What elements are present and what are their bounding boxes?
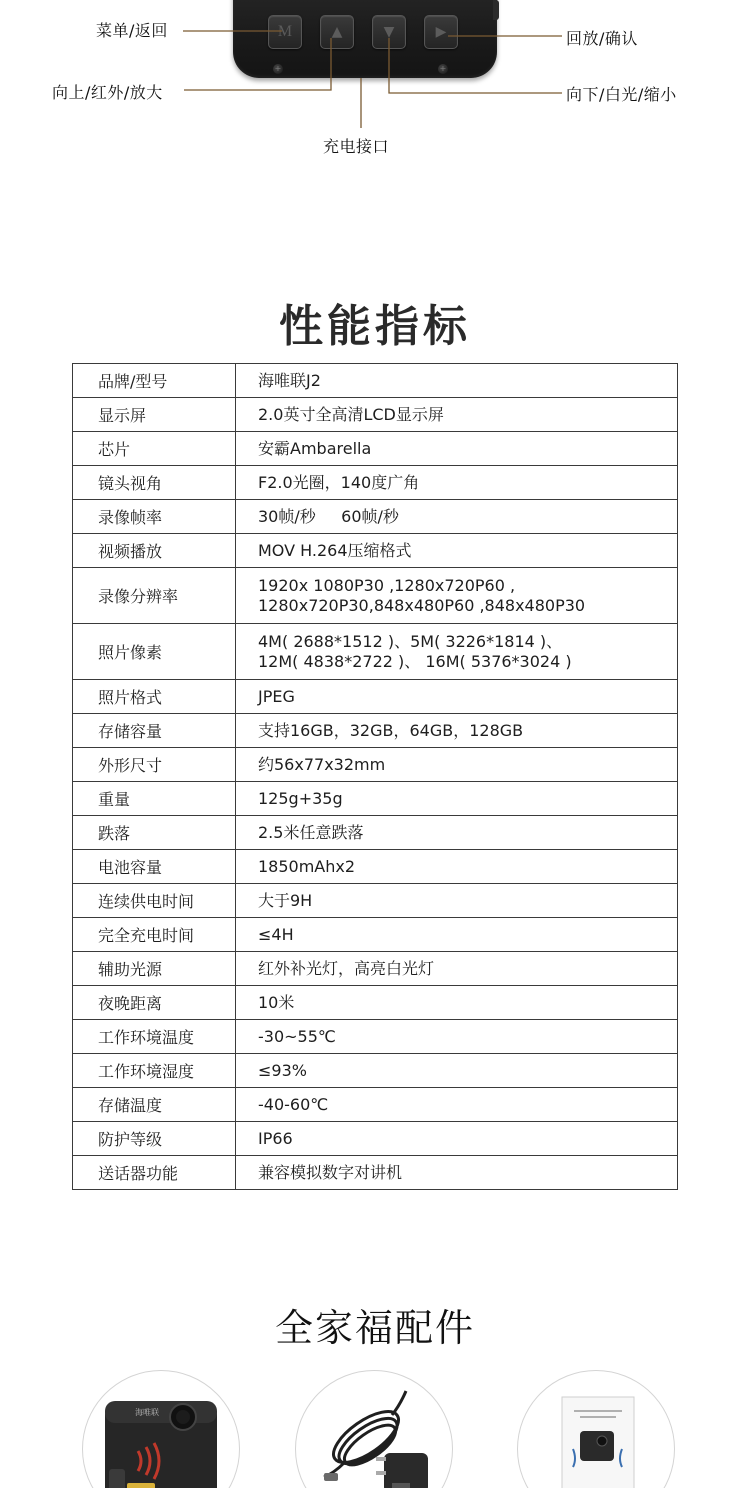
screw-icon: + [274, 64, 282, 73]
accessory-item-manual [517, 1370, 675, 1488]
spec-row [73, 1156, 678, 1190]
spec-row [73, 952, 678, 986]
spec-value-cell [236, 398, 678, 432]
triangle-down-icon: ▼ [383, 24, 395, 40]
spec-row [73, 534, 678, 568]
spec-value-cell [236, 816, 678, 850]
spec-label: 跌落 [73, 816, 236, 850]
spec-row [73, 1122, 678, 1156]
specs-title: 性能指标 [279, 301, 471, 352]
spec-value-cell [236, 986, 678, 1020]
m-icon: M [277, 23, 293, 40]
spec-value: 海唯联J2 [258, 370, 321, 390]
accessory-item-cable-charger [295, 1370, 453, 1488]
spec-label: 重量 [73, 782, 236, 816]
spec-value-line2: 12M( 4838*2722 )、 16M( 5376*3024 ) [258, 651, 572, 671]
spec-label: 连续供电时间 [73, 884, 236, 918]
spec-label: 镜头视角 [73, 466, 236, 500]
spec-value-cell [236, 1156, 678, 1190]
spec-value-cell [236, 850, 678, 884]
callout-line-down [389, 38, 562, 93]
spec-row [73, 1020, 678, 1054]
spec-label: 送话器功能 [73, 1156, 236, 1190]
spec-value: JPEG [258, 686, 295, 706]
spec-value-cell [236, 884, 678, 918]
spec-label: 外形尺寸 [73, 748, 236, 782]
spec-value-cell [236, 568, 678, 624]
spec-row [73, 850, 678, 884]
spec-value-cell [236, 534, 678, 568]
spec-value: 10米 [258, 992, 295, 1012]
user-manual-image [518, 1371, 675, 1488]
callout-charging-port: 充电接口 [323, 137, 390, 156]
spec-label: 辅助光源 [73, 952, 236, 986]
accessory-item-camera [82, 1370, 240, 1488]
spec-value: -40-60℃ [258, 1094, 329, 1114]
spec-label: 存储温度 [73, 1088, 236, 1122]
callout-playback-confirm: 回放/确认 [566, 29, 638, 48]
spec-value-cell [236, 1122, 678, 1156]
spec-label: 防护等级 [73, 1122, 236, 1156]
spec-value: -30~55℃ [258, 1026, 336, 1046]
spec-label: 视频播放 [73, 534, 236, 568]
spec-label: 芯片 [73, 432, 236, 466]
spec-table [72, 363, 678, 1190]
spec-value-cell [236, 364, 678, 398]
spec-row [73, 748, 678, 782]
spec-row [73, 364, 678, 398]
spec-value: 约56x77x32mm [258, 754, 386, 774]
callout-down-white-zoom-out: 向下/白光/缩小 [566, 85, 677, 104]
spec-label: 工作环境湿度 [73, 1054, 236, 1088]
spec-value-line2: 1280x720P30,848x480P60 ,848x480P30 [258, 595, 586, 615]
spec-value: 2.5米任意跌落 [258, 822, 364, 842]
spec-value-cell [236, 1020, 678, 1054]
spec-label: 录像帧率 [73, 500, 236, 534]
spec-label: 夜晚距离 [73, 986, 236, 1020]
spec-value: MOV H.264压缩格式 [258, 540, 412, 560]
spec-value-cell [236, 714, 678, 748]
triangle-up-icon: ▲ [331, 24, 343, 40]
spec-value: 4M( 2688*1512 )、5M( 3226*1814 )、 [258, 631, 563, 651]
spec-value: ≤4H [258, 924, 294, 944]
spec-value-cell [236, 952, 678, 986]
body-camera-image [83, 1371, 240, 1488]
spec-row [73, 568, 678, 624]
accessories-title: 全家福配件 [274, 1306, 475, 1350]
spec-label: 存储容量 [73, 714, 236, 748]
spec-row [73, 714, 678, 748]
spec-value-cell [236, 500, 678, 534]
spec-value: 红外补光灯，高亮白光灯 [258, 958, 435, 978]
spec-row [73, 624, 678, 680]
spec-value-cell [236, 918, 678, 952]
spec-value-cell [236, 748, 678, 782]
callout-up-ir-zoom-in: 向上/红外/放大 [52, 83, 163, 102]
spec-row [73, 986, 678, 1020]
spec-row [73, 1088, 678, 1122]
spec-row [73, 1054, 678, 1088]
spec-value-cell [236, 1088, 678, 1122]
spec-value: 125g+35g [258, 788, 343, 808]
spec-label: 录像分辨率 [73, 568, 236, 624]
callout-line-up [184, 38, 331, 90]
spec-label: 显示屏 [73, 398, 236, 432]
camera-brand-mark: 海唯联 [135, 1408, 159, 1417]
callout-menu-back: 菜单/返回 [96, 21, 168, 40]
spec-value-cell [236, 680, 678, 714]
spec-row [73, 466, 678, 500]
spec-row [73, 500, 678, 534]
spec-value-cell [236, 1054, 678, 1088]
spec-row [73, 782, 678, 816]
spec-value-cell [236, 782, 678, 816]
spec-label: 照片格式 [73, 680, 236, 714]
spec-row [73, 884, 678, 918]
screw-icon: + [439, 64, 447, 73]
spec-value-cell [236, 432, 678, 466]
spec-value: 兼容模拟数字对讲机 [258, 1162, 403, 1182]
spec-value: IP66 [258, 1128, 293, 1148]
spec-label: 电池容量 [73, 850, 236, 884]
usb-cable-and-charger-image [296, 1371, 453, 1488]
spec-label: 工作环境温度 [73, 1020, 236, 1054]
spec-value-cell [236, 466, 678, 500]
spec-value: 安霸Ambarella [258, 438, 372, 458]
device-button-diagram [0, 0, 750, 170]
triangle-right-icon: ▶ [435, 24, 447, 40]
spec-label: 品牌/型号 [73, 364, 236, 398]
spec-value: 2.0英寸全高清LCD显示屏 [258, 404, 444, 424]
spec-row [73, 816, 678, 850]
spec-value: 30帧/秒 60帧/秒 [258, 506, 399, 526]
spec-label: 完全充电时间 [73, 918, 236, 952]
spec-value: ≤93% [258, 1060, 307, 1080]
spec-row [73, 432, 678, 466]
spec-row [73, 398, 678, 432]
spec-value-cell [236, 624, 678, 680]
spec-label: 照片像素 [73, 624, 236, 680]
spec-value: F2.0光圈，140度广角 [258, 472, 420, 492]
spec-value: 1920x 1080P30 ,1280x720P60 , [258, 575, 516, 595]
spec-value: 支持16GB，32GB，64GB，128GB [258, 720, 524, 740]
spec-value: 大于9H [258, 890, 313, 910]
spec-row [73, 918, 678, 952]
spec-value: 1850mAhx2 [258, 856, 356, 876]
spec-row [73, 680, 678, 714]
